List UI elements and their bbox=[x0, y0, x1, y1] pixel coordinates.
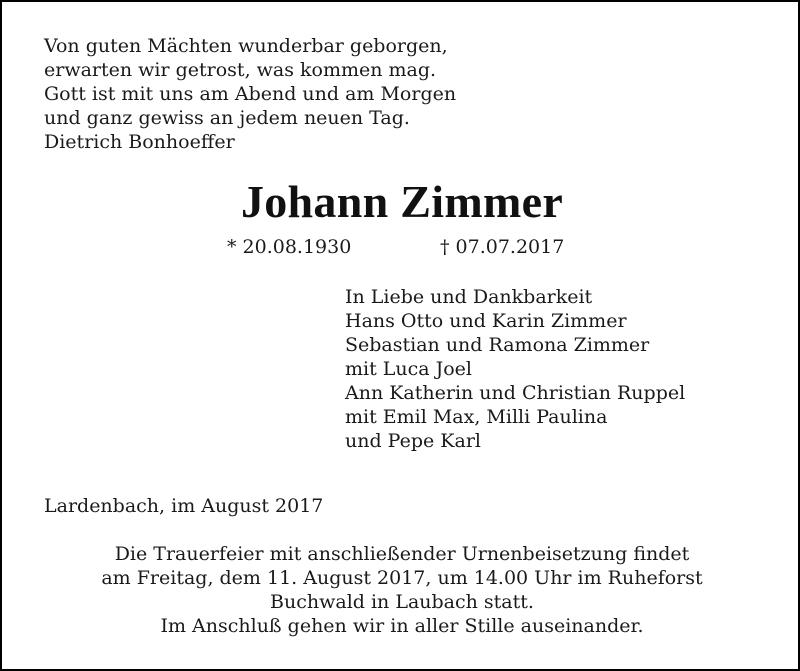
ceremony-notice bbox=[2, 542, 800, 638]
poem-line: Von guten Mächten wunderbar geborgen, bbox=[44, 35, 448, 57]
family-line: und Pepe Karl bbox=[345, 430, 481, 452]
death-date: † 07.07.2017 bbox=[440, 236, 565, 258]
place-date: Lardenbach, im August 2017 bbox=[44, 495, 324, 517]
ceremony-line: am Freitag, dem 11. August 2017, um 14.00 Uhr im Ruheforst bbox=[101, 567, 703, 589]
birth-date: * 20.08.1930 bbox=[227, 236, 352, 258]
ceremony-line: Im Anschluß gehen wir in aller Stille auseinander. bbox=[160, 615, 644, 637]
poem-line: Gott ist mit uns am Abend und am Morgen bbox=[44, 83, 457, 105]
family-intro: In Liebe und Dankbarkeit bbox=[345, 286, 593, 308]
family-mourners bbox=[345, 285, 685, 453]
poem-author: Dietrich Bonhoeffer bbox=[44, 131, 235, 153]
deceased-name: Johann Zimmer bbox=[240, 176, 564, 227]
family-line: Hans Otto und Karin Zimmer bbox=[345, 310, 627, 332]
family-line: mit Luca Joel bbox=[345, 358, 473, 380]
ceremony-line: Die Trauerfeier mit anschließender Urnenbeisetzung findet bbox=[114, 543, 690, 565]
family-line: mit Emil Max, Milli Paulina bbox=[345, 406, 608, 428]
poem-line: erwarten wir getrost, was kommen mag. bbox=[44, 59, 437, 81]
family-line: Sebastian und Ramona Zimmer bbox=[345, 334, 650, 356]
ceremony-line: Buchwald in Laubach statt. bbox=[270, 591, 534, 613]
family-line: Ann Katherin und Christian Ruppel bbox=[345, 382, 686, 404]
poem-quote bbox=[44, 34, 456, 154]
poem-line: und ganz gewiss an jedem neuen Tag. bbox=[44, 107, 410, 129]
